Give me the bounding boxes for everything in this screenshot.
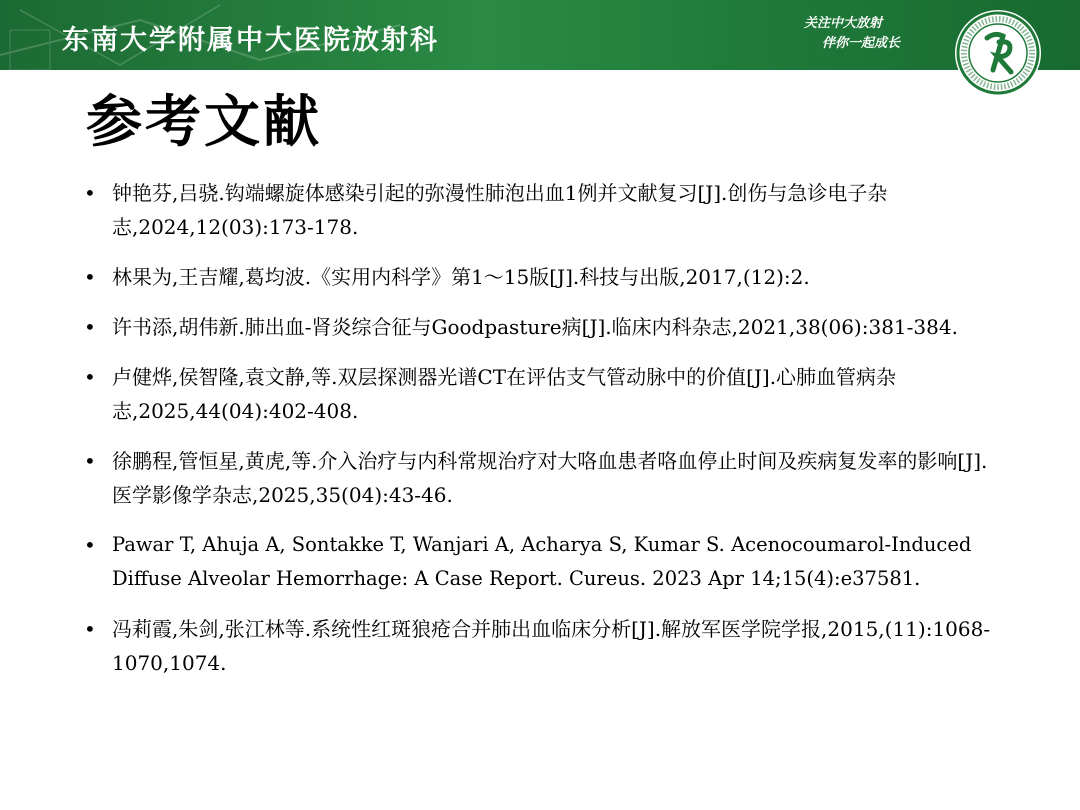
header-bar <box>0 0 1080 70</box>
bullet: • <box>84 315 96 339</box>
reference-text: 冯莉霞,朱剑,张江林等.系统性红斑狼疮合并肺出血临床分析[J].解放军医学院学报,2015,(11):1068-1070,1074. <box>112 617 991 675</box>
bullet: • <box>84 265 96 289</box>
reference-text: 林果为,王吉耀,葛均波.《实用内科学》第1～15版[J].科技与出版,2017,(12):2. <box>112 265 810 289</box>
slogan <box>790 14 930 54</box>
hospital-logo <box>953 8 1043 98</box>
bullet: • <box>84 365 96 389</box>
reference-item <box>84 176 1000 244</box>
reference-item <box>84 444 1000 512</box>
slogan-line-2: 伴你一起成长 <box>822 36 901 51</box>
slogan-line-1: 关注中大放射 <box>804 16 883 31</box>
reference-item <box>84 310 1000 344</box>
reference-list <box>84 176 1000 696</box>
reference-text: Pawar T, Ahuja A, Sontakke T, Wanjari A, Acharya S, Kumar S. Acenocoumarol-Induced Diffuse Alveolar Hemorrhage: A Case Report. Cureus. 2023 Apr 14;15(4):e37581. <box>112 533 972 590</box>
bullet: • <box>84 181 96 205</box>
reference-item <box>84 360 1000 428</box>
hospital-name: 东南大学附属中大医院放射科 <box>62 25 439 56</box>
reference-text: 徐鹏程,管恒星,黄虎,等.介入治疗与内科常规治疗对大咯血患者咯血停止时间及疾病复发率的影响[J].医学影像学杂志,2025,35(04):43-46. <box>112 449 988 507</box>
page-title: 参考文献 <box>86 90 322 155</box>
reference-text: 钟艳芬,吕骁.钩端螺旋体感染引起的弥漫性肺泡出血1例并文献复习[J].创伤与急诊电子杂志,2024,12(03):173-178. <box>112 181 888 239</box>
reference-text: 卢健烨,侯智隆,袁文静,等.双层探测器光谱CT在评估支气管动脉中的价值[J].心肺血管病杂志,2025,44(04):402-408. <box>112 365 897 423</box>
bullet: • <box>84 533 96 557</box>
reference-item <box>84 612 1000 680</box>
reference-item <box>84 260 1000 294</box>
bullet: • <box>84 617 96 641</box>
bullet: • <box>84 449 96 473</box>
reference-text: 许书添,胡伟新.肺出血-肾炎综合征与Goodpasture病[J].临床内科杂志,2021,38(06):381-384. <box>112 315 958 339</box>
reference-item <box>84 528 1000 596</box>
